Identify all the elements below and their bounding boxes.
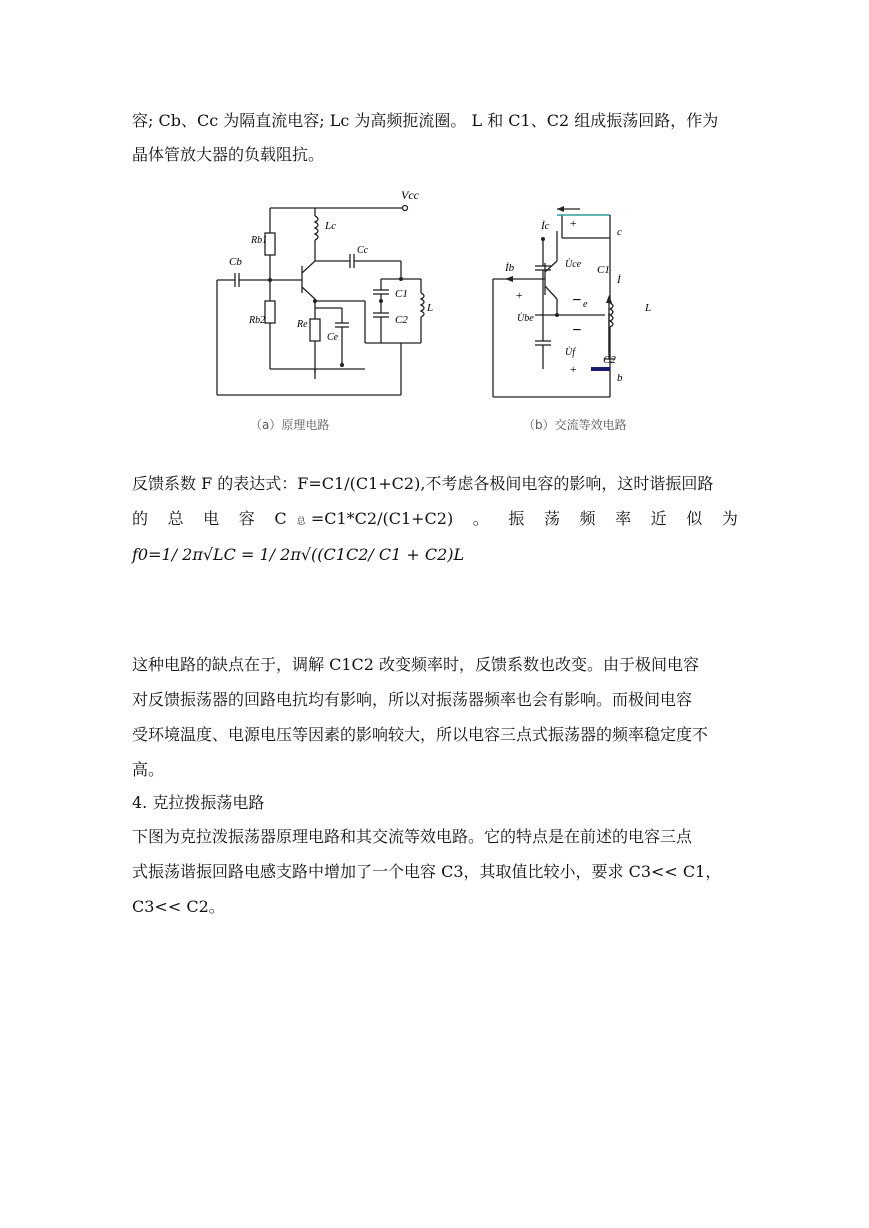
section4-line3: C3<< C2。 [132,897,225,916]
para3-line3: 受环境温度、电源电压等因素的影响较大，所以电容三点式振荡器的频率稳定度不 [132,725,709,744]
section4-line2: 式振荡谐振回路电感支路中增加了一个电容 C3，其取值比较小，要求 C3<< C1， [132,862,722,881]
label-c2-b: C2 [603,354,616,366]
frequency-formula: f0=1/ 2π√LC = 1/ 2π√((C1C2/ C1 + C2)L [132,545,465,564]
label-l-b: L [645,302,652,314]
svg-text:−: − [572,292,582,309]
label-lc: Lc [325,220,336,232]
label-l-a: L [427,302,434,314]
circuit-diagrams [205,183,655,413]
label-rb2: Rb2 [249,315,266,326]
circuit-figure [205,183,655,443]
label-ib: İb [505,262,515,274]
para2-line2: 的 总 电 容 C 总 =C1*C2/(C1+C2) 。 振 荡 频 率 近 似 为 [132,509,738,528]
label-rb1: Rb1 [251,235,268,246]
label-re: Re [297,319,308,330]
label-ce: Ce [327,332,339,343]
para1-line1: 容; Cb、Cc 为隔直流电容; Lc 为高频扼流圈。 L 和 C1、C2 组成振荡回路，作为 [132,111,719,130]
section4-heading: 4. 克拉拨振荡电路 [132,793,265,812]
label-cb: Cb [229,256,242,268]
para1-line2: 晶体管放大器的负载阻抗。 [132,145,325,164]
para3-line2: 对反馈振荡器的回路电抗均有影响，所以对振荡器频率也会有影响。而极间电容 [132,690,693,709]
label-i: İ [617,274,621,286]
label-c1-a: C1 [395,288,408,300]
caption-a: （a）原理电路 [250,418,330,432]
label-cc: Cc [357,245,369,256]
para3-line1: 这种电路的缺点在于，调解 C1C2 改变频率时，反馈系数也改变。由于极间电容 [132,655,700,674]
label-c1-b: C1 [597,264,610,276]
label-node-b: b [617,372,623,384]
section4-line1: 下图为克拉泼振荡器原理电路和其交流等效电路。它的特点是在前述的电容三点 [132,827,693,846]
label-node-e: e [583,299,588,310]
label-vcc: Vcc [401,188,419,202]
label-plus-c: + [569,216,578,230]
label-ube: U̇be [517,313,534,324]
label-node-c: c [617,226,622,238]
label-uce: U̇ce [565,259,582,270]
label-ic: İc [541,220,550,232]
label-plus-f: + [569,362,578,376]
label-c2-a: C2 [395,314,408,326]
svg-text:−: − [572,322,582,339]
para3-line4: 高。 [132,760,165,779]
para2-line1: 反馈系数 F 的表达式：F=C1/(C1+C2),不考虑各极间电容的影响，这时谐振回路 [132,474,714,493]
label-uf: U̇f [565,347,575,358]
caption-b: （b）交流等效电路 [523,418,627,432]
label-plus-b: + [515,288,524,302]
